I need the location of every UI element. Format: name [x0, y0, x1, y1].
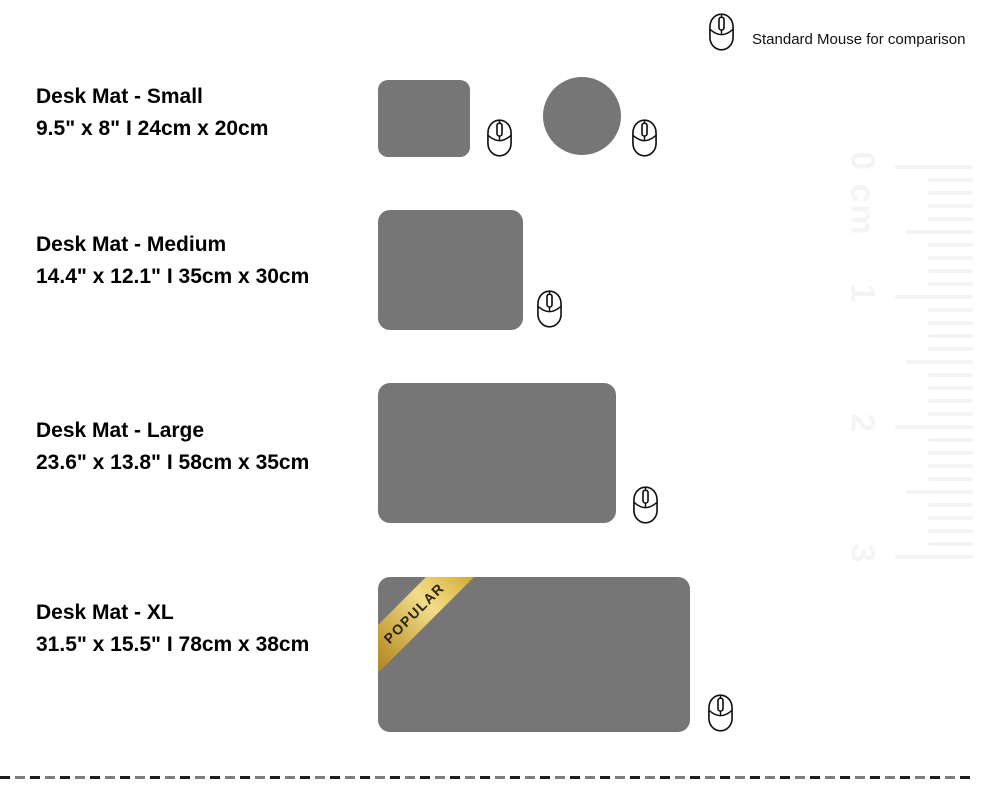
ruler-minor-tick — [928, 347, 973, 351]
ruler-minor-tick — [928, 217, 973, 221]
ruler-minor-tick — [928, 451, 973, 455]
product-dimensions: 9.5" x 8" I 24cm x 20cm — [36, 117, 269, 140]
product-label-small — [36, 81, 268, 145]
product-name: Desk Mat - Medium — [36, 233, 227, 256]
ruler-minor-tick — [928, 503, 973, 507]
popular-ribbon-label: POPULAR — [380, 579, 448, 647]
background-ruler — [840, 150, 1000, 580]
ruler-minor-tick — [928, 373, 973, 377]
ruler-minor-tick — [928, 516, 973, 520]
ruler-minor-tick — [928, 477, 973, 481]
ruler-major-tick — [895, 555, 973, 559]
ruler-label: 2 — [843, 413, 882, 435]
ruler-minor-tick — [928, 282, 973, 286]
ruler-major-tick — [895, 295, 973, 299]
ruler-minor-tick — [928, 334, 973, 338]
comparison-mouse-icon — [631, 118, 658, 158]
product-name: Desk Mat - Small — [36, 85, 203, 108]
comparison-mouse-icon — [632, 485, 659, 525]
product-dimensions: 31.5" x 15.5" I 78cm x 38cm — [36, 633, 310, 656]
ruler-label: 1 — [843, 283, 882, 305]
ruler-minor-tick — [928, 529, 973, 533]
ruler-minor-tick — [928, 178, 973, 182]
ruler-minor-tick — [928, 399, 973, 403]
mat-shape-small — [378, 80, 470, 157]
ruler-minor-tick — [928, 269, 973, 273]
ruler-medium-tick — [906, 360, 973, 364]
ruler-minor-tick — [928, 321, 973, 325]
product-label-xl — [36, 597, 309, 661]
mat-shape-xl — [378, 577, 690, 732]
ruler-medium-tick — [906, 230, 973, 234]
mat-shape-small-round — [543, 77, 621, 155]
standard-mouse-icon — [708, 12, 735, 52]
dashed-cut-line — [0, 776, 975, 779]
product-label-large — [36, 415, 309, 479]
product-name: Desk Mat - XL — [36, 601, 174, 624]
ruler-minor-tick — [928, 412, 973, 416]
ruler-minor-tick — [928, 256, 973, 260]
ruler-minor-tick — [928, 386, 973, 390]
product-dimensions: 23.6" x 13.8" I 58cm x 35cm — [36, 451, 310, 474]
ruler-label: 0 cm — [843, 151, 882, 237]
mat-shape-medium — [378, 210, 523, 330]
comparison-mouse-icon — [486, 118, 513, 158]
ruler-minor-tick — [928, 542, 973, 546]
ruler-label: 3 — [843, 543, 882, 565]
ruler-medium-tick — [906, 490, 973, 494]
ruler-minor-tick — [928, 438, 973, 442]
popular-ribbon — [378, 577, 497, 696]
ruler-major-tick — [895, 425, 973, 429]
ruler-minor-tick — [928, 243, 973, 247]
ruler-minor-tick — [928, 308, 973, 312]
ruler-minor-tick — [928, 191, 973, 195]
ruler-major-tick — [895, 165, 973, 169]
product-name: Desk Mat - Large — [36, 419, 205, 442]
legend-label: Standard Mouse for comparison — [752, 31, 966, 48]
mat-shape-large — [378, 383, 616, 523]
comparison-mouse-icon — [707, 693, 734, 733]
ruler-minor-tick — [928, 464, 973, 468]
ruler-minor-tick — [928, 204, 973, 208]
product-dimensions: 14.4" x 12.1" I 35cm x 30cm — [36, 265, 310, 288]
comparison-mouse-icon — [536, 289, 563, 329]
product-label-medium — [36, 229, 309, 293]
